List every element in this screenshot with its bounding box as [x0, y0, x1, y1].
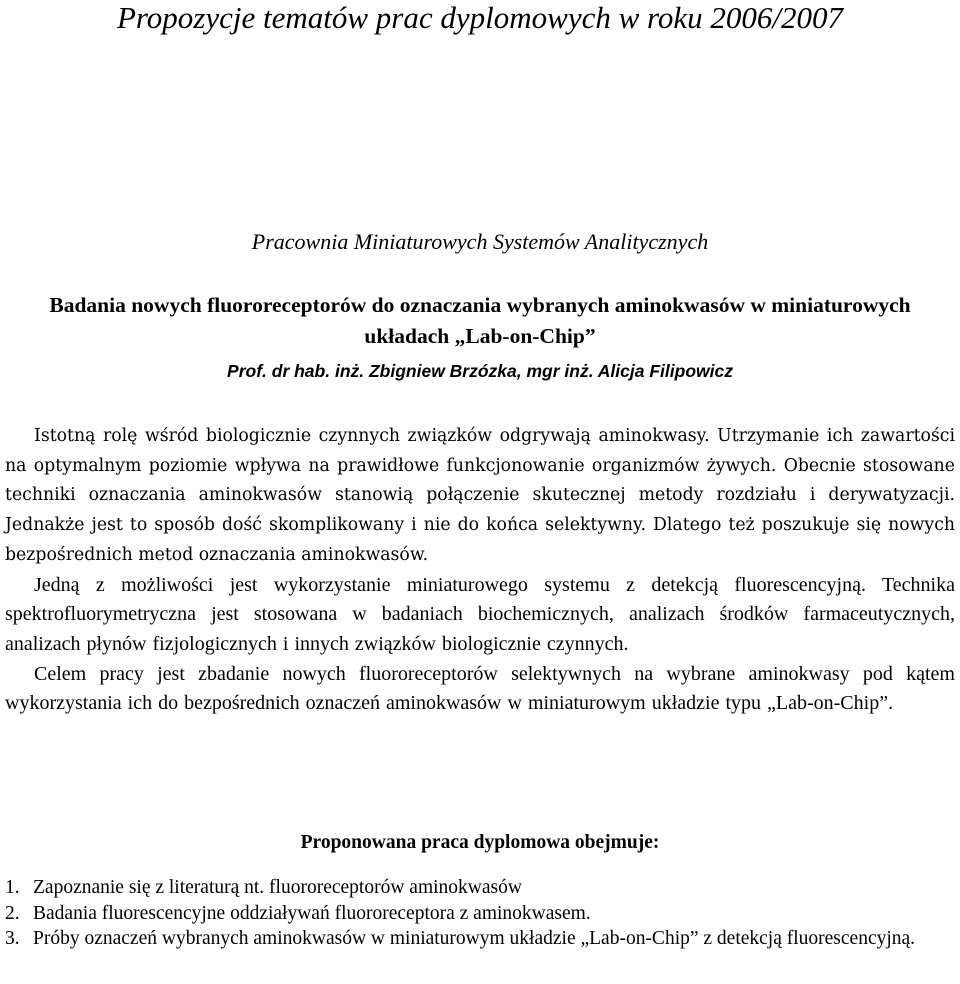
list-item — [5, 875, 955, 900]
list-item — [5, 926, 955, 951]
authors: Prof. dr hab. inż. Zbigniew Brzózka, mgr inż. Alicja Filipowicz — [227, 361, 733, 381]
list-item-text: Próby oznaczeń wybranych aminokwasów w miniaturowym układzie „Lab-on-Chip” z detekcją fluorescencyjną. — [33, 928, 916, 949]
list-item-text: Zapoznanie się z literaturą nt. fluororeceptorów aminokwasów — [33, 877, 522, 898]
list-item-number: 3. — [5, 928, 20, 949]
list-item — [5, 901, 955, 926]
description-body — [5, 422, 955, 719]
task-list — [5, 875, 955, 952]
paragraph-goal: Celem pracy jest zbadanie nowych fluororeceptorów selektywnych na wybrane aminokwasy pod kątem wykorzystania ich do bezpośrednich oznaczeń aminokwasów w miniaturowym układzie typu „Lab-on-Chip”. — [5, 662, 955, 715]
list-item-number: 2. — [5, 902, 20, 924]
paragraph-intro: Istotną rolę wśród biologicznie czynnych związków odgrywają aminokwasy. Utrzymanie ich zawartości na optymalnym poziomie wpływa na prawidłowe funkcjonowanie organizmów żywych. Obecnie stosowane techniki oznaczania aminokwasów stanowią połączenie skutecznej metody rozdziału i derywatyzacji. Jednakże jest to sposób dość skomplikowany i nie do końca selektywny. Dlatego też poszukuje się nowych bezpośrednich metod oznaczania aminokwasów. — [5, 426, 955, 565]
topic-title: Badania nowych fluororeceptorów do oznaczania wybranych aminokwasów w miniaturowych układach „Lab-on-Chip” — [49, 293, 911, 348]
document-title: Propozycje tematów prac dyplomowych w roku 2006/2007 — [116, 0, 844, 35]
lab-name: Pracownia Miniaturowych Systemów Analitycznych — [251, 229, 709, 254]
list-item-text: Badania fluorescencyjne oddziaływań fluororeceptora z aminokwasem. — [33, 902, 591, 924]
tasks-heading: Proponowana praca dyplomowa obejmuje: — [300, 832, 660, 853]
list-item-number: 1. — [5, 877, 20, 898]
paragraph-method: Jedną z możliwości jest wykorzystanie miniaturowego systemu z detekcją fluorescencyjną. Technika spektrofluorymetryczna jest stosowana w badaniach biochemicznych, analizach środków farmaceutycznych, analizach płynów fizjologicznych i innych związków biologicznie czynnych. — [5, 573, 955, 655]
